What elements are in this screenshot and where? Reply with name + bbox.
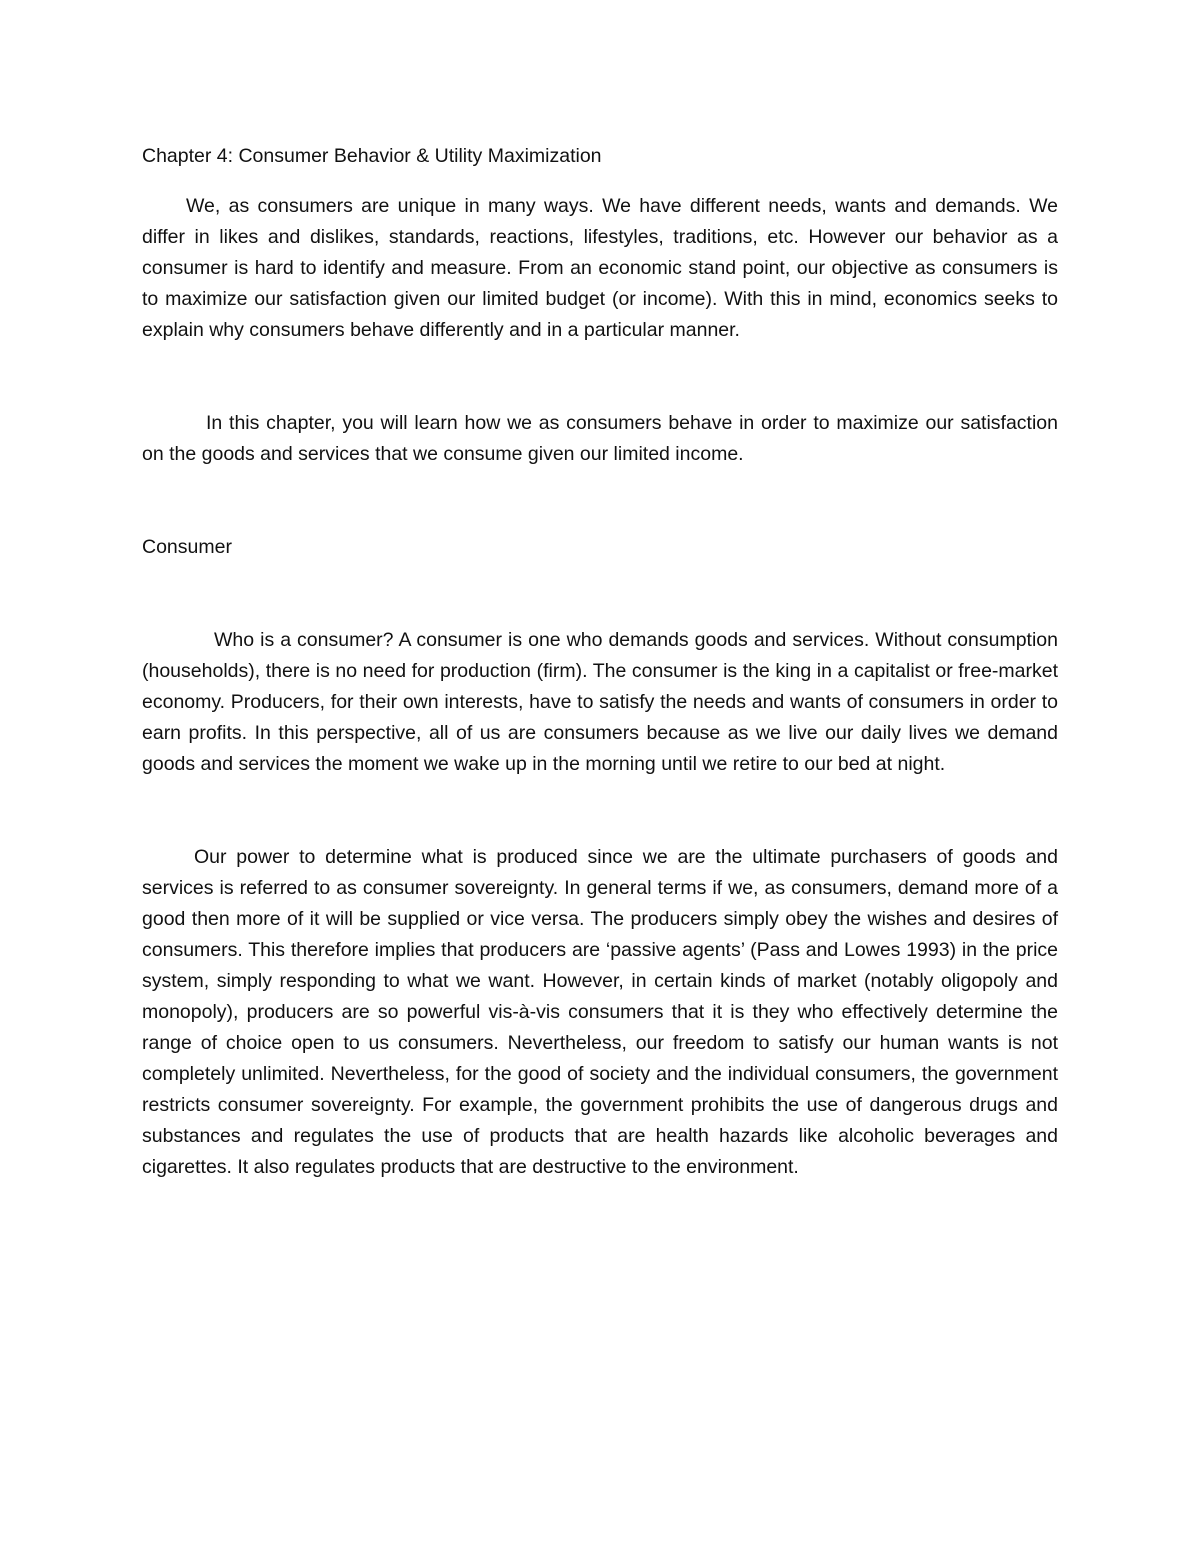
- consumer-definition-paragraph: Who is a consumer? A consumer is one who demands goods and services. Without consumption (households), there is no need for production (firm). The consumer is the king in a capitalist or free-market economy. Producers, for their own interests, have to satisfy the needs and wants of consumers in order to earn profits. In this perspective, all of us are consumers because as we live our daily lives we demand goods and services the moment we wake up in the morning until we retire to our bed at night.: [142, 629, 1058, 775]
- consumer-sovereignty-paragraph: Our power to determine what is produced since we are the ultimate purchasers of goods and services is referred to as consumer sovereignty. In general terms if we, as consumers, demand more of a good then more of it will be supplied or vice versa. The producers simply obey the wishes and desires of consumers. This therefore implies that producers are ‘passive agents’ (Pass and Lowes 1993) in the price system, simply responding to what we want. However, in certain kinds of market (notably oligopoly and monopoly), producers are so powerful vis-à-vis consumers that it is they who effectively determine the range of choice open to us consumers. Nevertheless, our freedom to satisfy our human wants is not completely unlimited. Nevertheless, for the good of society and the individual consumers, the government restricts consumer sovereignty. For example, the government prohibits the use of dangerous drugs and substances and regulates the use of products that are health hazards like alcoholic beverages and cigarettes. It also regulates products that are destructive to the environment.: [142, 846, 1058, 1178]
- chapter-overview-paragraph: In this chapter, you will learn how we as consumers behave in order to maximize our satisfaction on the goods and services that we consume given our limited income.: [142, 412, 1058, 465]
- intro-paragraph: We, as consumers are unique in many ways. We have different needs, wants and demands. We differ in likes and dislikes, standards, reactions, lifestyles, traditions, etc. However our behavior as a consumer is hard to identify and measure. From an economic stand point, our objective as consumers is to maximize our satisfaction given our limited budget (or income). With this in mind, economics seeks to explain why consumers behave differently and in a particular manner.: [142, 195, 1058, 341]
- document-body: [142, 141, 1058, 1183]
- chapter-title: Chapter 4: Consumer Behavior & Utility Maximization: [142, 145, 602, 167]
- section-heading-consumer: Consumer: [142, 536, 232, 558]
